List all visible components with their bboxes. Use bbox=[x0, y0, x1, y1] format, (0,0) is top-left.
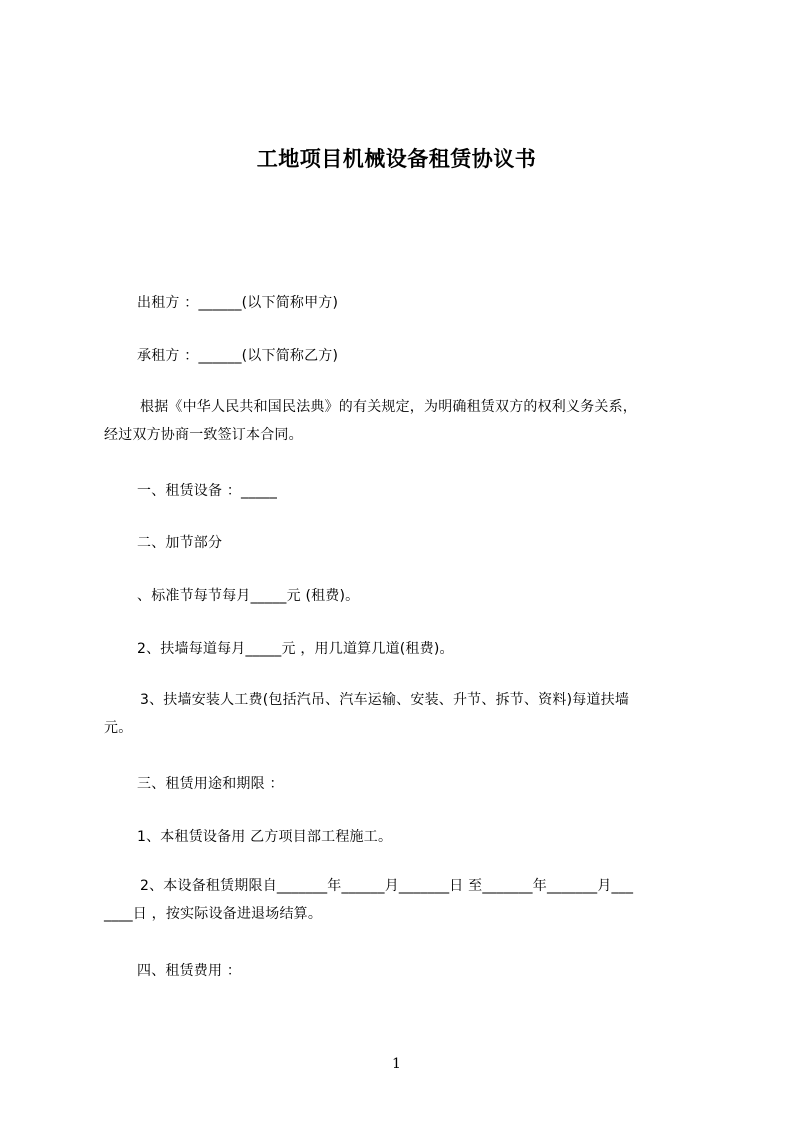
item-labor-fee-line-1: 3、扶墙安装人工费(包括汽吊、汽车运输、安装、升节、拆节、资料)每道扶墙 bbox=[140, 692, 630, 708]
item-purpose: 1、本租赁设备用 乙方项目部工程施工。 bbox=[137, 829, 393, 845]
page-number: 1 bbox=[392, 1056, 401, 1072]
section-heading-rental-fee: 四、租赁费用 ： bbox=[137, 963, 242, 979]
item-period-line-2: ____日 ，按实际设备进退场结算。 bbox=[104, 906, 323, 922]
intro-paragraph-line-1: 根据《中华人民共和国民法典》的有关规定，为明确租赁双方的权利义务关系， bbox=[140, 399, 637, 415]
item-wall-brace-fee: 2、扶墙每道每月_____元 ，用几道算几道(租费)。 bbox=[137, 641, 454, 657]
document-title: 工地项目机械设备租赁协议书 bbox=[256, 147, 537, 171]
section-heading-equipment: 一、租赁设备 ：_____ bbox=[137, 483, 278, 499]
lessee-line: 承租方 ：______(以下简称乙方) bbox=[137, 348, 339, 364]
item-labor-fee-line-2: 元。 bbox=[104, 720, 133, 736]
section-heading-purpose-term: 三、租赁用途和期限 ： bbox=[137, 776, 284, 792]
intro-paragraph-line-2: 经过双方协商一致签订本合同。 bbox=[104, 427, 303, 443]
section-heading-extension: 二、加节部分 bbox=[137, 535, 223, 551]
lessor-line: 出租方 ：______(以下简称甲方) bbox=[137, 295, 339, 311]
item-period-line-1: 2、本设备租赁期限自_______年______月_______日 至_______年_______月___ bbox=[140, 878, 634, 894]
item-standard-section-fee: 、标准节每节每月_____元 (租费)。 bbox=[137, 588, 360, 604]
